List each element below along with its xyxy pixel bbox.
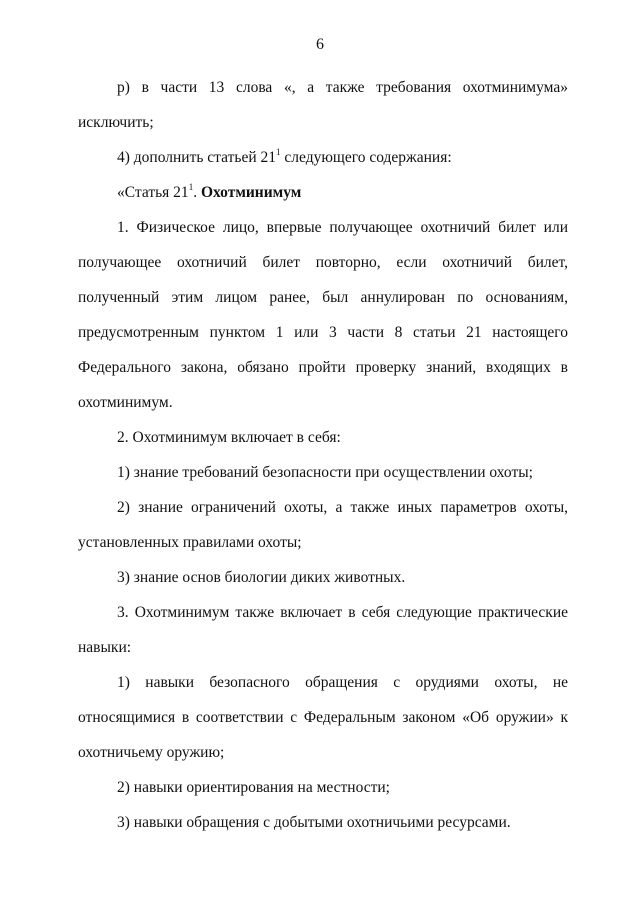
- article-heading: [117, 183, 568, 203]
- text-line-17: навыки:: [78, 639, 132, 656]
- text-line-15: 3) знание основ биологии диких животных.: [117, 569, 406, 586]
- text-line-18: 1) навыки безопасного обращения с орудиями охоты, не: [117, 674, 568, 691]
- text-line-5: 1. Физическое лицо, впервые получающее охотничий билет или: [117, 219, 568, 236]
- article-heading-title: Охотминимум: [200, 184, 302, 201]
- text-line-14: установленных правилами охоты;: [78, 534, 302, 551]
- superscript-2: 1: [188, 181, 194, 192]
- text-line-3-a: 4) дополнить статьей 21: [117, 149, 277, 166]
- text-line-20: охотничьему оружию;: [78, 744, 225, 761]
- text-line-3: [117, 148, 568, 168]
- page-number: 6: [316, 36, 324, 53]
- text-line-6: получающее охотничий билет повторно, если охотничий билет,: [78, 254, 568, 271]
- text-line-12: 1) знание требований безопасности при осуществлении охоты;: [117, 464, 533, 481]
- text-line-7: полученный этим лицом ранее, был аннулирован по основаниям,: [78, 289, 568, 306]
- text-line-3-b: следующего содержания:: [280, 149, 452, 166]
- text-line-19: относящимися в соответствии с Федеральным законом «Об оружии» к: [78, 709, 568, 726]
- text-line-16: 3. Охотминимум также включает в себя следующие практические: [117, 604, 568, 621]
- text-line-8: предусмотренным пунктом 1 или 3 части 8 статьи 21 настоящего: [78, 324, 568, 341]
- superscript-1: 1: [276, 146, 281, 157]
- text-line-22: 3) навыки обращения с добытыми охотничьими ресурсами.: [117, 814, 511, 831]
- text-line-9: Федерального закона, обязано пройти проверку знаний, входящих в: [78, 359, 568, 376]
- text-line-21: 2) навыки ориентирования на местности;: [117, 779, 390, 796]
- text-line-11: 2. Охотминимум включает в себя:: [117, 429, 341, 446]
- article-heading-prefix: «Статья 21: [117, 184, 189, 201]
- text-line-2: исключить;: [78, 114, 154, 131]
- article-heading-dot: .: [193, 184, 201, 201]
- text-line-13: 2) знание ограничений охоты, а также иных параметров охоты,: [117, 499, 568, 516]
- text-line-10: охотминимум.: [78, 394, 173, 411]
- text-line-1: р) в части 13 слова «, а также требования охотминимума»: [117, 79, 568, 96]
